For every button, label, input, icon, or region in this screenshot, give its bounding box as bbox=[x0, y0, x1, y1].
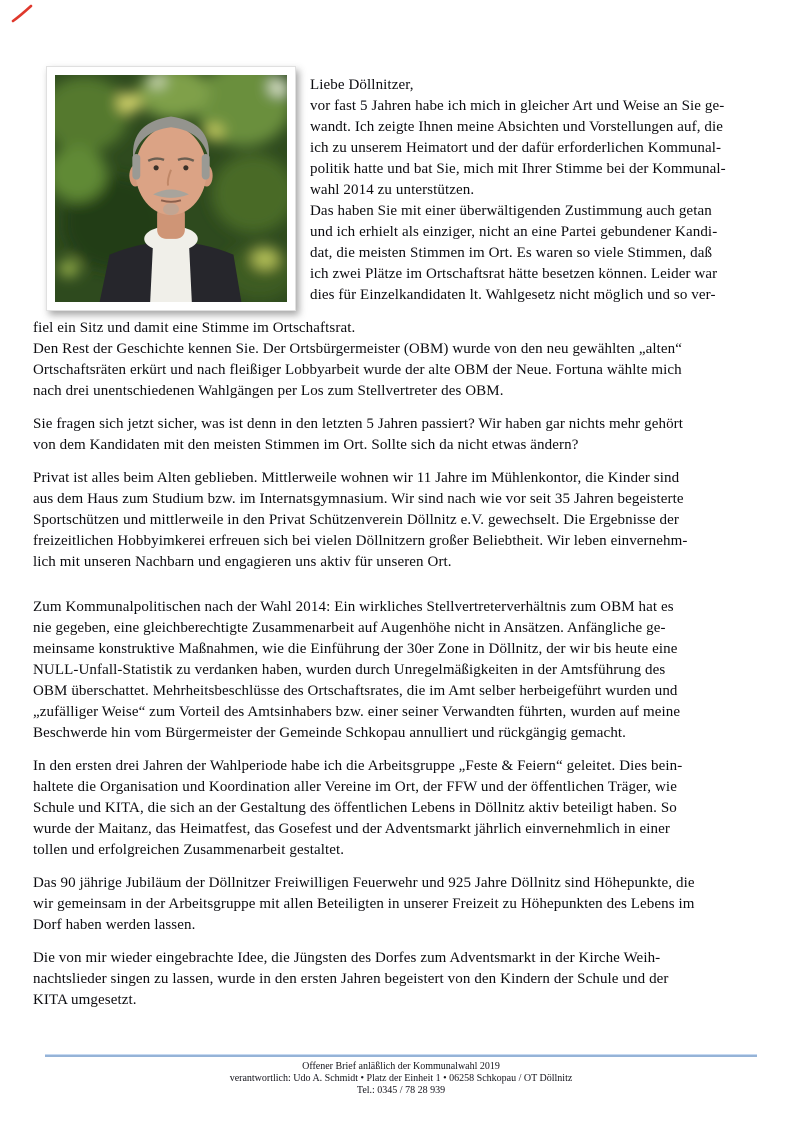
text-line: Beschwerde hin vom Bürgermeister der Gemeinde Schkopau annulliert und rückgängig gemacht. bbox=[33, 725, 627, 741]
text-line: dies für Einzelkandidaten lt. Wahlgesetz nicht möglich und so ver- bbox=[310, 287, 716, 303]
paragraph bbox=[33, 756, 773, 861]
text-line: meinsame konstruktive Maßnahmen, wie die Einführung der 30er Zone in Döllnitz, der wir bis heute eine bbox=[33, 641, 678, 657]
text-line: haltete die Organisation und Koordination aller Vereine im Ort, der FFW und der öffentlichen Träger, wie bbox=[33, 779, 677, 795]
text-line: lich mit unseren Nachbarn und engagieren uns aktiv für unseren Ort. bbox=[33, 554, 452, 570]
text-line: Sportschützen und mittlerweile in den Privat Schützenverein Döllnitz e.V. gewechselt. Die Ergebnisse der bbox=[33, 512, 679, 528]
text-line: von dem Kandidaten mit den meisten Stimmen im Ort. Sollte sich da nicht etwas ändern? bbox=[33, 437, 579, 453]
text-line: Den Rest der Geschichte kennen Sie. Der Ortsbürgermeister (OBM) wurde von den neu gewählten „alten“ bbox=[33, 341, 682, 357]
text-line: Liebe Döllnitzer, bbox=[310, 77, 414, 93]
text-line: und ich erhielt als einziger, nicht an eine Partei gebundener Kandi- bbox=[310, 224, 718, 240]
text-line: ich zwei Plätze im Ortschaftsrat hätte besetzen können. Leider war bbox=[310, 266, 718, 282]
text-line: nachtslieder singen zu lassen, wurde in den ersten Jahren begeistert von den Kindern der Schule und der bbox=[33, 971, 669, 987]
text-line: dat, die meisten Stimmen im Ort. Es waren so viele Stimmen, daß bbox=[310, 245, 713, 261]
red-pen-mark-icon bbox=[10, 3, 34, 25]
text-line: freizeitlichen Hobbyimkerei erfreuen sich bei vielen Döllnitzern großer Beliebtheit. Wir leben einvernehm- bbox=[33, 533, 688, 549]
text-line: politik hatte und bat Sie, mich mit Ihrer Stimme bei der Kommunal- bbox=[310, 161, 726, 177]
text-line: Sie fragen sich jetzt sicher, was ist denn in den letzten 5 Jahren passiert? Wir haben gar nichts mehr gehört bbox=[33, 416, 684, 432]
text-line: Dorf haben werden lassen. bbox=[33, 917, 196, 933]
paragraph bbox=[33, 468, 773, 573]
text-line: fiel ein Sitz und damit eine Stimme im Ortschaftsrat. bbox=[33, 320, 356, 336]
paragraph bbox=[33, 873, 773, 936]
paragraph bbox=[33, 414, 773, 456]
text-line: nie gegeben, eine gleichberechtigte Zusammenarbeit auf Augenhöhe nicht in Ansätzen. Anfängliche ge- bbox=[33, 620, 666, 636]
text-line: „zufälliger Weise“ zum Vorteil des Amtsinhabers bzw. einer seiner Verwandten führten, wurden auf meine bbox=[33, 704, 681, 720]
text-line: wurde der Maitanz, das Heimatfest, das Gosefest und der Adventsmarkt jährlich einvernehmlich in einer bbox=[33, 821, 670, 837]
letter-opening-block bbox=[33, 75, 773, 306]
text-line: Privat ist alles beim Alten geblieben. Mittlerweile wohnen wir 11 Jahre im Mühlenkontor, die Kinder sind bbox=[33, 470, 680, 486]
footer-phone: Tel.: 0345 / 78 28 939 bbox=[356, 1085, 446, 1096]
text-line: In den ersten drei Jahren der Wahlperiode habe ich die Arbeitsgruppe „Feste & Feiern“ geleitet. Dies bein- bbox=[33, 758, 683, 774]
text-line: Das haben Sie mit einer überwältigenden Zustimmung auch getan bbox=[310, 203, 712, 219]
text-line: KITA umgesetzt. bbox=[33, 992, 137, 1008]
text-line: Ortschaftsräten erkürt und nach fleißiger Lobbyarbeit wurde der alte OBM der Neue. Fortuna wählte mich bbox=[33, 362, 682, 378]
letter-body bbox=[33, 75, 773, 1011]
paragraph bbox=[33, 597, 773, 744]
text-line: wandt. Ich zeigte Ihnen meine Absichten und Vorstellungen auf, die bbox=[310, 119, 724, 135]
text-line: vor fast 5 Jahren habe ich mich in gleicher Art und Weise an Sie ge- bbox=[310, 98, 725, 114]
text-line: wahl 2014 zu unterstützen. bbox=[310, 182, 475, 198]
text-line: Das 90 jährige Jubiläum der Döllnitzer Freiwilligen Feuerwehr und 925 Jahre Döllnitz sind Höhepunkte, die bbox=[33, 875, 695, 891]
text-line: Zum Kommunalpolitischen nach der Wahl 2014: Ein wirkliches Stellvertreterverhältnis zum OBM hat es bbox=[33, 599, 674, 615]
footer-address: verantwortlich: Udo A. Schmidt • Platz der Einheit 1 • 06258 Schkopau / OT Döllnitz bbox=[229, 1073, 573, 1084]
text-line: wir gemeinsam in der Arbeitsgruppe mit allen Beteiligten in unserer Freizeit zu Höhepunkten des Lebens im bbox=[33, 896, 695, 912]
footer-divider bbox=[45, 1054, 757, 1057]
page-footer bbox=[45, 1054, 757, 1097]
paragraph bbox=[33, 948, 773, 1011]
text-line: Die von mir wieder eingebrachte Idee, die Jüngsten des Dorfes zum Adventsmarkt in der Kirche Weih- bbox=[33, 950, 661, 966]
text-line: nach drei unentschiedenen Wahlgängen per Los zum Stellvertreter des OBM. bbox=[33, 383, 504, 399]
text-line: tollen und erfolgreichen Zusammenarbeit gestaltet. bbox=[33, 842, 345, 858]
letter-paragraphs bbox=[33, 414, 773, 1011]
text-line: OBM überschattet. Mehrheitsbeschlüsse des Ortschaftsrates, die im Amt selber herbeigeführt wurden und bbox=[33, 683, 678, 699]
footer-title: Offener Brief anläßlich der Kommunalwahl 2019 bbox=[302, 1061, 500, 1072]
text-line: NULL-Unfall-Statistik zu verdanken haben, wurden durch Unregelmäßigkeiten in der Amtsführung des bbox=[33, 662, 666, 678]
text-line: Schule und KITA, die sich an der Gestaltung des öffentlichen Lebens in Döllnitz aktiv beteiligt haben. So bbox=[33, 800, 677, 816]
letter-continuation-block bbox=[33, 318, 773, 402]
text-line: aus dem Haus zum Studium bzw. im Internatsgymnasium. Wir sind nach wie vor seit 35 Jahren begeisterte bbox=[33, 491, 684, 507]
text-line: ich zu unserem Heimatort und der dafür erforderlichen Kommunal- bbox=[310, 140, 722, 156]
